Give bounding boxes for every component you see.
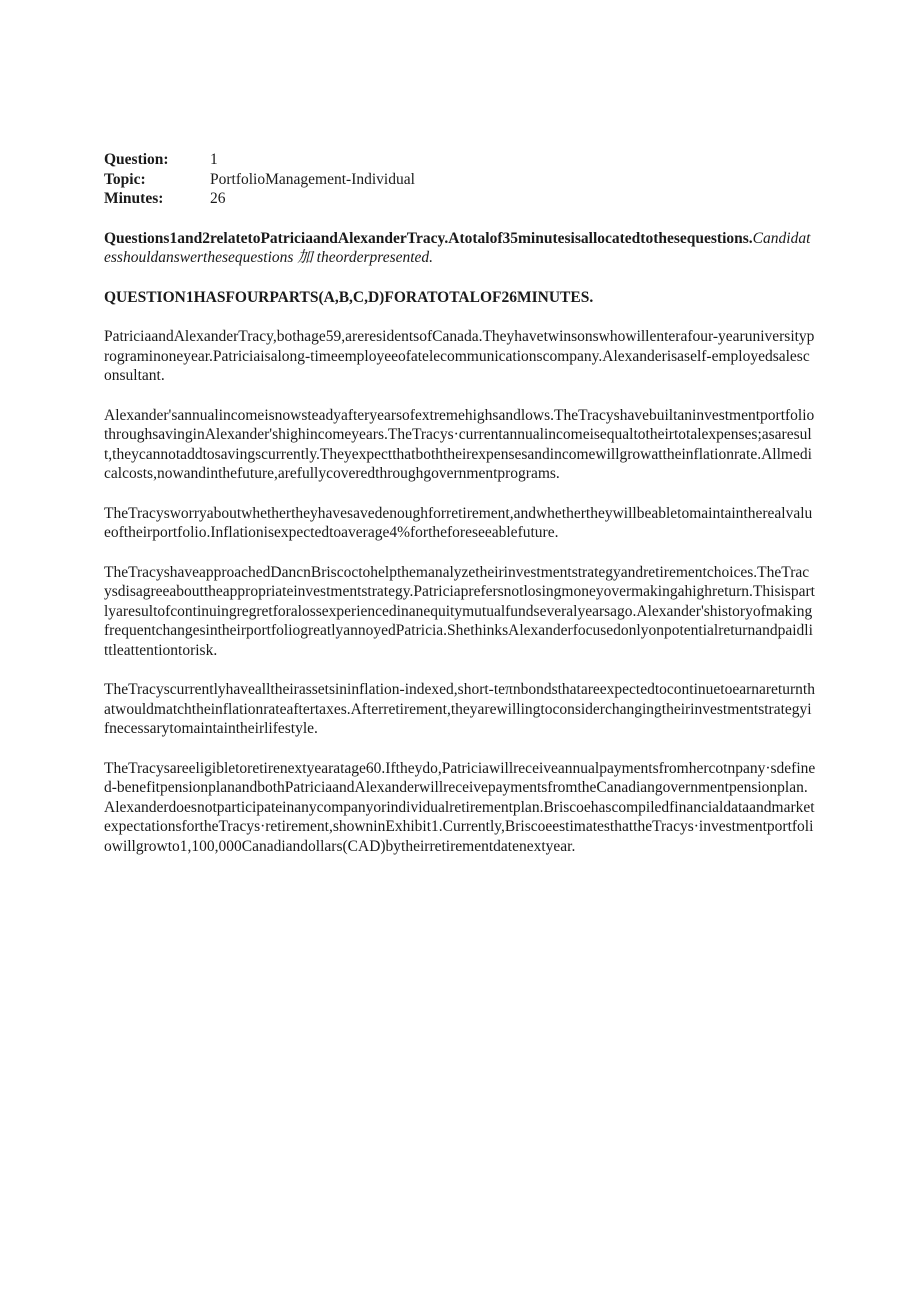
meta-value: 26 <box>210 190 226 207</box>
meta-value: 1 <box>210 151 218 168</box>
meta-row-topic <box>104 170 816 190</box>
meta-row-question <box>104 150 816 170</box>
body-paragraph: Alexander'sannualincomeisnowsteadyafteryearsofextremehighsandlows.TheTracyshavebuiltaninvestmentportfoliothroughsavinginAlexander'shighincomeyears.TheTracys·currentannualincomeisequaltotheirtotalexpenses;asaresult,theycannotaddtosavingscurrently.Theyexpectthatboththeirexpensesandincomewillgrowattheinflationrate.Allmedicalcosts,nowandinthefuture,arefullycoveredthroughgovernmentprograms. <box>104 406 815 482</box>
meta-key: Topic: <box>104 170 146 188</box>
question-heading: QUESTION1HASFOURPARTS(A,B,C,D)FORATOTALOF26MINUTES. <box>104 288 594 306</box>
document-page <box>104 150 816 876</box>
intro-italic-text: Candidatesshouldanswerthesequestions 加 theorderpresented. <box>104 229 811 266</box>
body-paragraph: TheTracyshaveapproachedDancnBriscoctohelpthemanalyzetheirinvestmentstrategyandretirementchoices.TheTracysdisagreeabouttheappropriateinvestmentstrategy.Patriciaprefersnotlosingmoneyovermakingahighreturn.Thisispartlyaresultofcontinuingregretforalossexperiencedinanequitymutualfundseveralyearsago.Alexander'shistoryofmakingfrequentchangesintheirportfoliogreatlyannoyedPatricia.ShethinksAlexanderfocusedonlyonpotentialreturnandpaidlittleattentiontorisk. <box>104 563 815 659</box>
meta-row-minutes <box>104 189 816 209</box>
body-paragraph: TheTracysworryaboutwhethertheyhavesavedenoughforretirement,andwhethertheywillbeabletomaintaintherealvalueoftheirportfolio.Inflationisexpectedtoaverage4%fortheforeseeablefuture. <box>104 504 813 541</box>
body-paragraph: PatriciaandAlexanderTracy,bothage59,areresidentsofCanada.Theyhavetwinsonswhowillenterafour-yearuniversityprograminoneyear.Patriciaisalong-timeemployeeofatelecommunicationscompany.Alexanderisaself-employedsalesconsultant. <box>104 328 815 384</box>
body-paragraph: TheTracyscurrentlyhavealltheirassetsininflation-indexed,short-teπnbondsthatareexpectedtocontinuetoearnareturnthatwouldmatchtheinflationrateaftertaxes.Afterretirement,theyarewillingtoconsiderchangingtheirinvestmentstrategyifnecessarytomaintaintheirlifestyle. <box>104 681 815 737</box>
meta-value: PortfolioManagement-Individual <box>210 170 415 188</box>
body-paragraph: TheTracysareeligibletoretirenextyearatage60.Iftheydo,Patriciawillreceiveannualpaymentsfromhercotnpany·sdefined-benefitpensionplanandbothPatriciaandAlexanderwillreceivepaymentsfromtheCanadiangovernmentpensionplan.Alexanderdoesnotparticipateinanycompanyorindividualretirementplan.BriscoehascompiledfinancialdataandmarketexpectationsfortheTracys·retirement,showninExhibit1.Currently,BriscoeestimatesthattheTracys·investmentportfoliowillgrowto1,100,000Canadiandollars(CAD)bytheirretirementdatenextyear. <box>104 759 816 855</box>
intro-bold-text: Questions1and2relatetoPatriciaandAlexanderTracy.Atotalof35minutesisallocatedtothesequestions. <box>104 229 753 247</box>
intro-paragraph <box>104 229 816 268</box>
question-meta <box>104 150 816 209</box>
meta-key: Minutes: <box>104 190 164 207</box>
meta-key: Question: <box>104 151 169 168</box>
